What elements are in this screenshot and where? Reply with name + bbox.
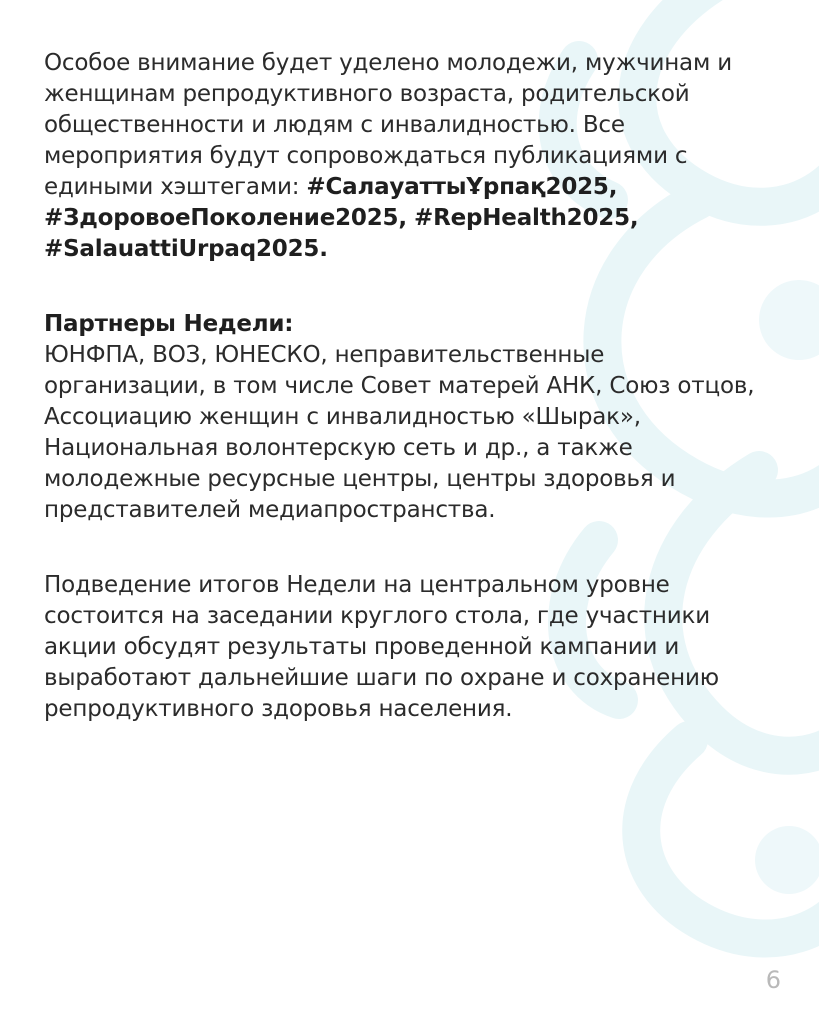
page-number: 6 <box>765 966 781 994</box>
summary-paragraph: Подведение итогов Недели на центральном уровне состоится на заседании круглого стола, где участники акции обсудят результаты проведенной кампании и выработают дальнейшие шаги по охране и сохранению репродуктивного здоровья населения. <box>44 572 719 722</box>
hashtag: #SalauattiUrpaq2025. <box>44 236 328 262</box>
partners-paragraph: ЮНФПА, ВОЗ, ЮНЕСКО, неправительственные организации, в том числе Совет матерей АНК, Союз отцов, Ассоциацию женщин с инвалидностью «Шырак», Национальная волонтерскую сеть и др., а также молодежные ресурсные центры, центры здоровья и представителей медиапространства. <box>44 342 755 523</box>
hashtag: #ЗдоровоеПоколение2025, <box>44 205 407 231</box>
hashtag: #RepHealth2025, <box>414 205 639 231</box>
intro-text: Особое внимание будет уделено молодежи, мужчинам и женщинам репродуктивного возраста, родительской общественности и людям с инвалидностью. Все мероприятия будут сопровождаться публикациями с едиными хэштегами: <box>44 50 732 200</box>
partners-heading: Партнеры Недели: <box>44 311 294 337</box>
hashtag: #СалауаттыҰрпақ2025, <box>306 174 618 200</box>
intro-paragraph <box>44 48 764 265</box>
main-content <box>44 48 764 725</box>
